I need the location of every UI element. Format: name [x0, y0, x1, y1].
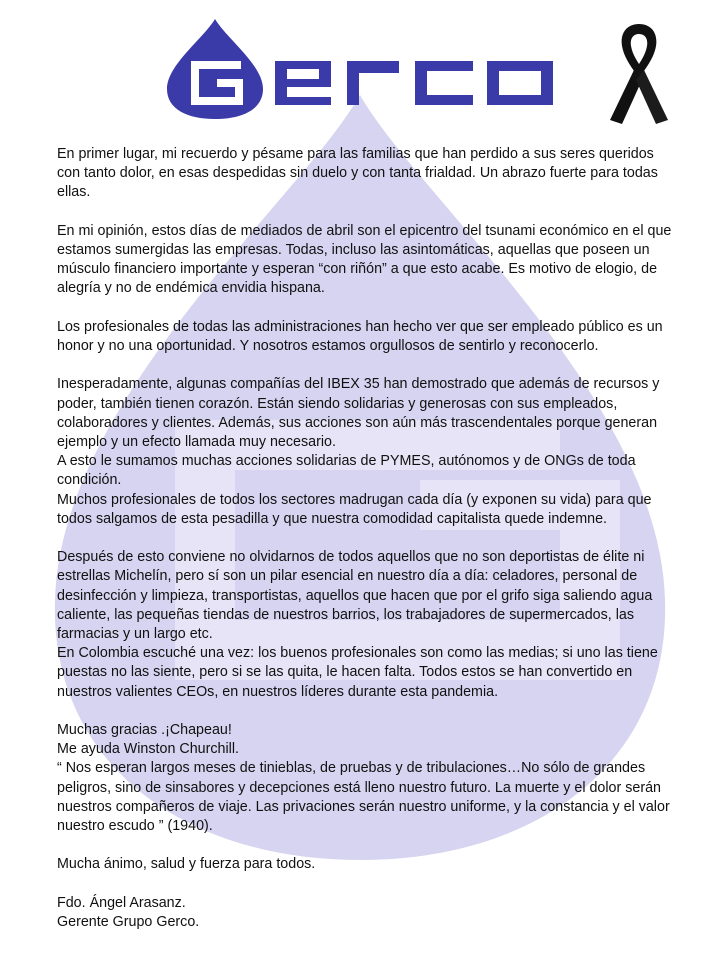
- mourning-ribbon-icon: [606, 20, 672, 128]
- signer-position: Gerente Grupo Gerco.: [57, 914, 200, 931]
- paragraph-professionals: Muchos profesionales de todos los sectores madrugan cada día (y exponen su vida) para que todos salgamos de esta pesadilla y que nuestra comodidad capitalista quede indemne.: [57, 491, 652, 527]
- paragraph-churchill-quote: “ Nos esperan largos meses de tinieblas, de pruebas y de tribulaciones…No sólo de grandes peligros, sino de sinsabores y decepciones está lleno nuestro futuro. La muerte y el dolor serán nuestros compañeros de viaje. Las privaciones serán nuestro uniforme, y la constancia y el valor nuestro escudo ” (1940).: [57, 760, 670, 835]
- paragraph-pymes: A esto le sumamos muchas acciones solidarias de PYMES, autónomos y de ONGs de toda condición.: [57, 453, 636, 489]
- paragraph-ibex-companies: Inesperadamente, algunas compañías del IBEX 35 han demostrado que además de recursos y poder, también tienen corazón. Están siendo solidarias y generosas con sus empleados, colaboradores y clientes. Además, sus acciones son aún más trascendentales porque generan ejemplo y un efecto llamada muy necesario.: [57, 376, 660, 450]
- paragraph-thanks: Muchas gracias .¡Chapeau!: [57, 722, 232, 739]
- paragraph-economic-tsunami: En mi opinión, estos días de mediados de abril son el epicentro del tsunami económico en el que estamos sumergidas las empresas. Todas, incluso las asintomáticas, aquellas que poseen un músculo financiero importante y esperan “con riñón” a que esto acabe. Es motivo de elogio, de alegría y no de endémica envidia hispana.: [57, 222, 672, 297]
- paragraph-essential-workers: Después de esto conviene no olvidarnos de todos aquellos que no son deportistas de élite ni estrellas Michelín, pero sí son un pilar esencial en nuestro día a día: celadores, personal de desinfección y limpieza, transportistas, aquellos que hacen que por el grifo siga saliendo agua caliente, las pequeñas tiendas de nuestros barrios, los trabajadores de supermercados, las farmacias y un largo etc.: [57, 549, 653, 643]
- paragraph-public-servants: Los profesionales de todas las administraciones han hecho ver que ser empleado público es un honor y no una oportunidad. Y nosotros estamos orgullosos de sentirlo y reconocerlo.: [57, 318, 663, 354]
- paragraph-churchill-intro: Me ayuda Winston Churchill.: [57, 741, 239, 758]
- paragraph-condolences: En primer lugar, mi recuerdo y pésame para las familias que han perdido a sus seres queridos con tanto dolor, en esas despedidas sin duelo y con tanta frialdad. Un abrazo fuerte para todas ellas.: [57, 146, 658, 201]
- letterhead: [0, 0, 720, 140]
- paragraph-colombia: En Colombia escuché una vez: los buenos profesionales son como las medias; si uno las tiene puestas no las siente, pero si se las quita, le hacen falta. Todos estos se han convertido en nuestros valientes CEOs, en nuestros líderes durante esta pandemia.: [57, 645, 658, 700]
- gerco-logo: [163, 17, 558, 120]
- paragraph-closing: Mucha ánimo, salud y fuerza para todos.: [57, 856, 316, 873]
- signature: Fdo. Ángel Arasanz.: [57, 894, 186, 911]
- letter-body: [57, 145, 677, 932]
